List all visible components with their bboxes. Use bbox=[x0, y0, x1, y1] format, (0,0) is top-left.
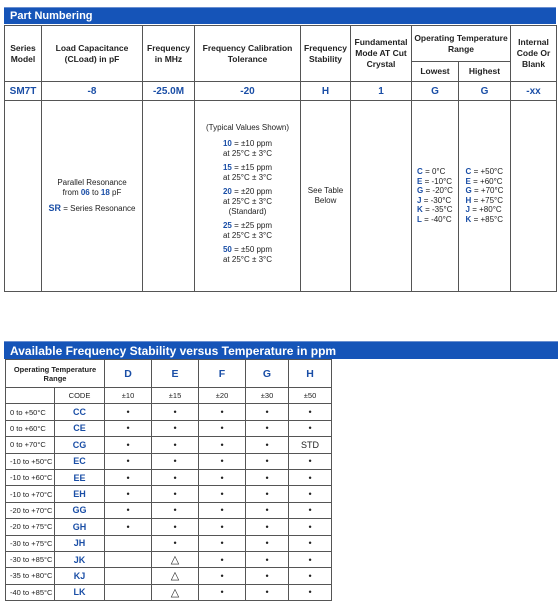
tolerance-ppm: = ±25 ppm bbox=[234, 221, 273, 230]
tolerance-code: 10 bbox=[222, 139, 232, 148]
stability-detail-cell bbox=[301, 101, 351, 292]
availability-cell: • bbox=[289, 486, 332, 502]
table-row bbox=[6, 568, 332, 584]
code-load: -8 bbox=[42, 82, 143, 101]
table-row bbox=[6, 535, 332, 551]
lowest-temp-item bbox=[417, 196, 453, 206]
tolerance-item bbox=[195, 163, 300, 183]
temp-range-cell: -30 to +85°C bbox=[6, 551, 55, 567]
availability-cell: △ bbox=[152, 584, 199, 600]
code-header: CODE bbox=[55, 388, 105, 404]
availability-cell: • bbox=[105, 404, 152, 420]
availability-cell: • bbox=[246, 535, 289, 551]
tolerance-condition: at 25°C ± 3°C bbox=[222, 173, 273, 182]
tolerance-code: 15 bbox=[222, 163, 232, 172]
stability-rows bbox=[6, 404, 332, 601]
temp-value: = -20°C bbox=[425, 186, 453, 196]
load-range-text bbox=[42, 188, 142, 198]
code-frequency: -25.0M bbox=[143, 82, 195, 101]
sr-description: = Series Resonance bbox=[63, 204, 136, 213]
temp-code: C bbox=[465, 167, 472, 177]
see-table-text: See Table bbox=[307, 186, 344, 195]
table-row bbox=[6, 502, 332, 518]
availability-cell: • bbox=[199, 453, 246, 469]
availability-cell: • bbox=[289, 535, 332, 551]
availability-cell: • bbox=[289, 519, 332, 535]
to-label: to bbox=[91, 188, 99, 197]
internal-detail-cell bbox=[511, 101, 557, 292]
temp-value: = -40°C bbox=[424, 214, 452, 224]
load-max: 18 bbox=[100, 188, 110, 197]
temp-code-cell: KJ bbox=[55, 568, 105, 584]
availability-cell: • bbox=[152, 437, 199, 453]
availability-cell: • bbox=[246, 469, 289, 485]
highest-temp-list bbox=[466, 167, 504, 224]
temp-value: = -35°C bbox=[425, 205, 453, 215]
availability-cell: • bbox=[289, 453, 332, 469]
tolerance-condition: at 25°C ± 3°C bbox=[222, 197, 273, 206]
temp-code: G bbox=[465, 186, 472, 196]
availability-cell: • bbox=[199, 568, 246, 584]
series-detail-cell bbox=[5, 101, 42, 292]
table-row bbox=[6, 519, 332, 535]
tolerance-item bbox=[195, 139, 300, 159]
availability-cell: • bbox=[152, 453, 199, 469]
availability-cell: • bbox=[105, 502, 152, 518]
part-numbering-title-bar bbox=[4, 7, 556, 24]
header-internal-code: Internal Code Or Blank bbox=[511, 26, 557, 82]
temp-code: K bbox=[417, 205, 423, 215]
availability-cell: • bbox=[199, 437, 246, 453]
tolerance-ppm: = ±10 ppm bbox=[234, 139, 273, 148]
lowest-detail-cell bbox=[412, 101, 459, 292]
part-numbering-table bbox=[4, 25, 557, 292]
temp-range-cell: -10 to +60°C bbox=[6, 469, 55, 485]
availability-cell: • bbox=[246, 568, 289, 584]
temp-range-cell: 0 to +50°C bbox=[6, 404, 55, 420]
availability-cell bbox=[105, 584, 152, 600]
availability-cell: • bbox=[152, 502, 199, 518]
availability-cell: • bbox=[105, 469, 152, 485]
below-text: Below bbox=[314, 196, 337, 205]
fundamental-detail-cell bbox=[351, 101, 412, 292]
stab-value-10: ±10 bbox=[105, 388, 152, 404]
temp-code-cell: EH bbox=[55, 486, 105, 502]
temp-code-cell: JK bbox=[55, 551, 105, 567]
highest-temp-item bbox=[466, 186, 504, 196]
table-row bbox=[6, 486, 332, 502]
stab-code-e: E bbox=[152, 360, 199, 388]
tolerance-code: 50 bbox=[222, 245, 232, 254]
availability-cell: • bbox=[152, 469, 199, 485]
temp-range-cell: -20 to +75°C bbox=[6, 519, 55, 535]
temp-value: = +60°C bbox=[473, 176, 503, 186]
availability-cell: • bbox=[289, 584, 332, 600]
stab-value-50: ±50 bbox=[289, 388, 332, 404]
temp-code: H bbox=[465, 195, 472, 205]
availability-cell: • bbox=[246, 519, 289, 535]
table-row bbox=[6, 404, 332, 420]
table-row bbox=[6, 437, 332, 453]
table-row bbox=[6, 469, 332, 485]
lowest-temp-item bbox=[417, 167, 453, 177]
availability-cell: • bbox=[289, 469, 332, 485]
availability-cell: • bbox=[152, 420, 199, 436]
availability-cell: △ bbox=[152, 551, 199, 567]
availability-cell: • bbox=[152, 519, 199, 535]
availability-cell: • bbox=[105, 437, 152, 453]
stability-title-bar bbox=[4, 341, 558, 359]
availability-cell: • bbox=[152, 486, 199, 502]
code-internal: -xx bbox=[511, 82, 557, 101]
temp-value: = -30°C bbox=[423, 195, 452, 205]
availability-cell: • bbox=[246, 404, 289, 420]
temp-code-cell: CE bbox=[55, 420, 105, 436]
temp-code-cell: GH bbox=[55, 519, 105, 535]
tolerance-line bbox=[195, 245, 300, 255]
availability-cell: • bbox=[199, 584, 246, 600]
lowest-temp-item bbox=[417, 215, 453, 225]
tolerance-condition: at 25°C ± 3°C bbox=[222, 149, 273, 158]
parallel-resonance-text: Parallel Resonance bbox=[57, 178, 127, 187]
temp-value: = 0°C bbox=[425, 167, 446, 177]
temp-code-cell: EC bbox=[55, 453, 105, 469]
availability-cell: • bbox=[199, 551, 246, 567]
temp-value: = +80°C bbox=[472, 205, 502, 215]
stab-value-30: ±30 bbox=[246, 388, 289, 404]
temp-code-cell: JH bbox=[55, 535, 105, 551]
highest-detail-cell bbox=[459, 101, 511, 292]
availability-cell: • bbox=[199, 519, 246, 535]
temp-code: G bbox=[417, 186, 424, 196]
availability-cell: • bbox=[289, 420, 332, 436]
lowest-temp-item bbox=[417, 177, 453, 187]
temp-code: L bbox=[417, 214, 422, 224]
header-stability: Frequency Stability bbox=[301, 26, 351, 82]
operating-temp-header: Operating Temperature Range bbox=[6, 360, 105, 388]
stab-code-f: F bbox=[199, 360, 246, 388]
availability-cell: • bbox=[199, 535, 246, 551]
tolerance-line bbox=[195, 163, 300, 173]
lowest-temp-item bbox=[417, 186, 453, 196]
stab-code-d: D bbox=[105, 360, 152, 388]
temp-code: E bbox=[465, 176, 471, 186]
code-highest: G bbox=[459, 82, 511, 101]
temp-code: J bbox=[465, 205, 470, 215]
temp-code: J bbox=[417, 195, 422, 205]
temp-range-cell: -35 to +80°C bbox=[6, 568, 55, 584]
availability-cell: • bbox=[289, 502, 332, 518]
tolerance-code: 25 bbox=[222, 221, 232, 230]
tolerance-item bbox=[195, 187, 300, 217]
temp-code: K bbox=[465, 214, 472, 224]
table-row bbox=[6, 420, 332, 436]
tolerance-line bbox=[195, 139, 300, 149]
availability-cell: • bbox=[152, 404, 199, 420]
tolerance-standard-note: (Standard) bbox=[228, 207, 267, 216]
table-row bbox=[6, 453, 332, 469]
availability-cell: • bbox=[105, 519, 152, 535]
series-resonance-text bbox=[42, 203, 142, 214]
temp-range-cell: 0 to +70°C bbox=[6, 437, 55, 453]
header-load-capacitance: Load Capacitance (CLoad) in pF bbox=[42, 26, 143, 82]
availability-cell: • bbox=[246, 420, 289, 436]
table-row bbox=[6, 584, 332, 600]
availability-cell: • bbox=[105, 486, 152, 502]
header-highest: Highest bbox=[459, 62, 511, 82]
typical-values-note: (Typical Values Shown) bbox=[206, 123, 289, 132]
temp-value: = -10°C bbox=[424, 176, 453, 186]
tolerance-list bbox=[195, 139, 300, 265]
blank-header-cell bbox=[6, 388, 55, 404]
lowest-temp-item bbox=[417, 205, 453, 215]
load-min: 06 bbox=[80, 188, 90, 197]
header-lowest: Lowest bbox=[412, 62, 459, 82]
tolerance-ppm: = ±50 ppm bbox=[234, 245, 273, 254]
highest-temp-item bbox=[466, 196, 504, 206]
header-operating-temperature: Operating Temperature Range bbox=[412, 26, 511, 62]
availability-cell: • bbox=[246, 453, 289, 469]
stability-title: Available Frequency Stability versus Temperature in ppm bbox=[10, 344, 337, 358]
header-calibration: Frequency Calibration Tolerance bbox=[195, 26, 301, 82]
availability-cell: STD bbox=[289, 437, 332, 453]
highest-temp-item bbox=[466, 205, 504, 215]
header-series-model: Series Model bbox=[5, 26, 42, 82]
temp-value: = +70°C bbox=[474, 186, 504, 196]
tolerance-condition: at 25°C ± 3°C bbox=[222, 231, 273, 240]
tolerance-item bbox=[195, 221, 300, 241]
temp-code: C bbox=[417, 167, 423, 177]
availability-cell: • bbox=[199, 469, 246, 485]
highest-temp-item bbox=[466, 177, 504, 187]
temp-range-cell: -30 to +75°C bbox=[6, 535, 55, 551]
temp-value: = +75°C bbox=[473, 195, 504, 205]
availability-cell: • bbox=[246, 551, 289, 567]
frequency-detail-cell bbox=[143, 101, 195, 292]
temp-range-cell: 0 to +60°C bbox=[6, 420, 55, 436]
temp-code-cell: CC bbox=[55, 404, 105, 420]
availability-cell: △ bbox=[152, 568, 199, 584]
tolerance-line bbox=[195, 221, 300, 231]
availability-cell: • bbox=[246, 502, 289, 518]
stab-code-h: H bbox=[289, 360, 332, 388]
availability-cell bbox=[105, 535, 152, 551]
temp-value: = +85°C bbox=[473, 214, 504, 224]
tolerance-code: 20 bbox=[222, 187, 232, 196]
load-detail-cell bbox=[42, 101, 143, 292]
part-numbering-title: Part Numbering bbox=[10, 10, 93, 22]
availability-cell: • bbox=[199, 486, 246, 502]
tolerance-item bbox=[195, 245, 300, 265]
code-calibration: -20 bbox=[195, 82, 301, 101]
temp-value: = +50°C bbox=[473, 167, 504, 177]
temp-code-cell: EE bbox=[55, 469, 105, 485]
temp-code-cell: CG bbox=[55, 437, 105, 453]
stab-code-g: G bbox=[246, 360, 289, 388]
calibration-detail-cell bbox=[195, 101, 301, 292]
load-unit: pF bbox=[112, 188, 122, 197]
temp-range-cell: -10 to +70°C bbox=[6, 486, 55, 502]
stab-value-15: ±15 bbox=[152, 388, 199, 404]
from-label: from bbox=[62, 188, 79, 197]
table-row bbox=[6, 551, 332, 567]
availability-cell: • bbox=[199, 502, 246, 518]
temp-code-cell: GG bbox=[55, 502, 105, 518]
availability-cell: • bbox=[246, 584, 289, 600]
code-stability: H bbox=[301, 82, 351, 101]
header-fundamental-mode: Fundamental Mode AT Cut Crystal bbox=[351, 26, 412, 82]
availability-cell: • bbox=[246, 486, 289, 502]
temp-code-cell: LK bbox=[55, 584, 105, 600]
temp-code: E bbox=[417, 176, 423, 186]
availability-cell: • bbox=[289, 404, 332, 420]
code-series: SM7T bbox=[5, 82, 42, 101]
availability-cell: • bbox=[199, 404, 246, 420]
lowest-temp-list bbox=[417, 167, 453, 224]
tolerance-line bbox=[195, 187, 300, 197]
temp-range-cell: -20 to +70°C bbox=[6, 502, 55, 518]
temp-range-cell: -40 to +85°C bbox=[6, 584, 55, 600]
availability-cell: • bbox=[152, 535, 199, 551]
header-frequency: Frequency in MHz bbox=[143, 26, 195, 82]
availability-cell: • bbox=[105, 420, 152, 436]
availability-cell bbox=[105, 551, 152, 567]
availability-cell: • bbox=[246, 437, 289, 453]
temp-range-cell: -10 to +50°C bbox=[6, 453, 55, 469]
highest-temp-item bbox=[466, 215, 504, 225]
stab-value-20: ±20 bbox=[199, 388, 246, 404]
tolerance-ppm: = ±20 ppm bbox=[234, 187, 273, 196]
stability-table bbox=[5, 359, 332, 601]
tolerance-ppm: = ±15 ppm bbox=[234, 163, 273, 172]
tolerance-condition: at 25°C ± 3°C bbox=[222, 255, 273, 264]
code-fundamental: 1 bbox=[351, 82, 412, 101]
highest-temp-item bbox=[466, 167, 504, 177]
availability-cell: • bbox=[289, 551, 332, 567]
availability-cell: • bbox=[199, 420, 246, 436]
code-lowest: G bbox=[412, 82, 459, 101]
availability-cell: • bbox=[289, 568, 332, 584]
availability-cell bbox=[105, 568, 152, 584]
availability-cell: • bbox=[105, 453, 152, 469]
sr-code: SR bbox=[48, 203, 61, 213]
